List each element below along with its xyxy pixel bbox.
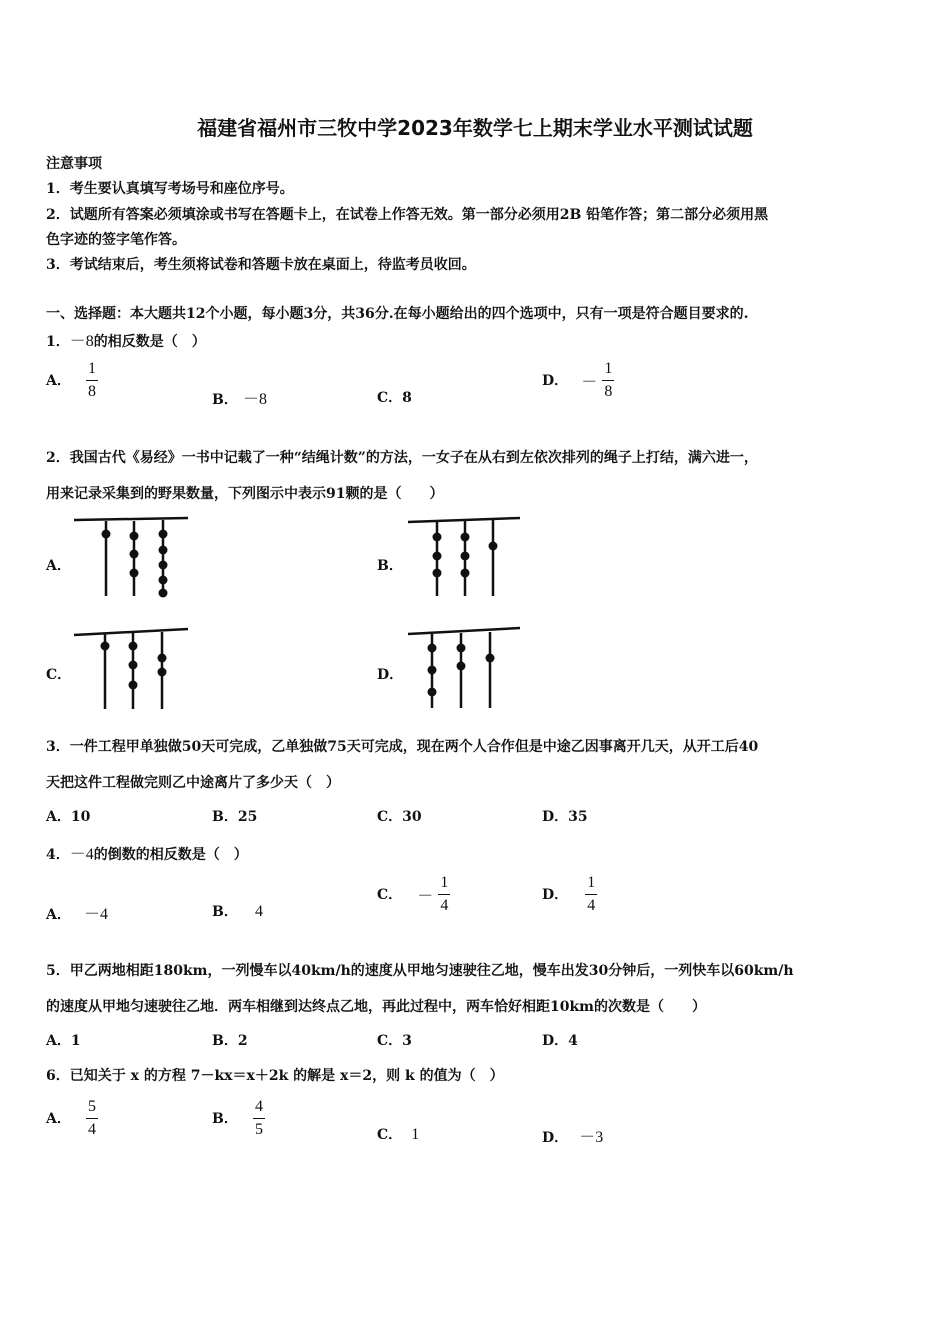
- q6-a-label: A．: [46, 1111, 71, 1127]
- q5-line-1: 5．甲乙两地相距180km，一列慢车以40km/h的速度从甲地匀速驶往乙地，慢车出发30分钟后，一列快车以60km/h: [46, 963, 794, 979]
- q2-d-label[interactable]: D．: [377, 667, 404, 683]
- q3-line-1: 3．一件工程甲单独做50天可完成，乙单独做75天可完成，现在两个人合作但是中途乙因事离开几天，从开工后40: [46, 739, 759, 755]
- q3-option-d[interactable]: D．35: [542, 809, 588, 825]
- q6-d-value: －3: [579, 1129, 604, 1146]
- notice-heading: 注意事项: [46, 156, 102, 172]
- q2-c-label[interactable]: C．: [46, 667, 72, 683]
- q1-a-label: A．: [46, 373, 71, 389]
- q3-option-c[interactable]: C．30: [377, 809, 422, 825]
- q1-option-c[interactable]: [377, 387, 412, 407]
- q4-option-a[interactable]: [46, 901, 108, 924]
- q4-b-value: 4: [254, 903, 263, 920]
- q1-a-fraction: $\frac{1}{8}$: [87, 360, 96, 400]
- q6-option-a[interactable]: [46, 1099, 98, 1138]
- q4-c-sign: －: [417, 888, 434, 905]
- q4-b-label: B．: [212, 904, 238, 920]
- q1-d-sign: －: [581, 374, 598, 391]
- q5-option-b[interactable]: B．2: [212, 1033, 248, 1049]
- q1-d-fraction: $\frac{1}{8}$: [604, 360, 613, 400]
- q6-a-fraction: $\frac{5}{4}$: [87, 1098, 96, 1138]
- notice-item-2: 2．试题所有答案必须填涂或书写在答题卡上，在试卷上作答无效。第一部分必须用2B 铅笔作答；第二部分必须用黑: [46, 207, 769, 223]
- q1-option-d[interactable]: [542, 361, 614, 400]
- q3-option-a[interactable]: A．10: [46, 809, 91, 825]
- q4-option-b[interactable]: [212, 901, 263, 921]
- q4-math: －4: [69, 846, 94, 863]
- q6-b-label: B．: [212, 1111, 238, 1127]
- q2-option-a-figure[interactable]: [70, 512, 195, 602]
- q4-c-fraction: $\frac{1}{4}$: [440, 874, 449, 914]
- q4-stem: 的倒数的相反数是（ ）: [93, 847, 248, 863]
- q2-option-b-figure[interactable]: [404, 512, 529, 602]
- q1-b-value: －8: [242, 391, 267, 408]
- q4-prefix: 4．: [46, 847, 70, 863]
- q6-option-d[interactable]: [542, 1124, 603, 1147]
- q1-c-value: 8: [402, 390, 412, 406]
- q1-b-label: B．: [212, 392, 238, 408]
- q6-c-value: 1: [411, 1126, 420, 1143]
- q6-c-label: C．: [377, 1127, 403, 1143]
- q4-d-label: D．: [542, 887, 569, 903]
- q4-a-label: A．: [46, 907, 71, 923]
- q2-b-label[interactable]: B．: [377, 558, 403, 574]
- q4-c-label: C．: [377, 887, 403, 903]
- q6-d-label: D．: [542, 1130, 569, 1146]
- q2-option-c-figure[interactable]: [70, 624, 195, 714]
- q4-d-fraction: $\frac{1}{4}$: [587, 874, 596, 914]
- q5-option-c[interactable]: C．3: [377, 1033, 412, 1049]
- q2-line-1: 2．我国古代《易经》一书中记载了一种“结绳计数”的方法，一女子在从右到左依次排列的绳子上打结，满六进一，: [46, 450, 758, 466]
- notice-item-1: 1．考生要认真填写考场号和座位序号。: [46, 181, 294, 197]
- q6-stem: 6．已知关于 x 的方程 7－kx＝x＋2k 的解是 x＝2，则 k 的值为（ ）: [46, 1068, 504, 1084]
- q5-option-a[interactable]: A．1: [46, 1033, 81, 1049]
- q2-a-label[interactable]: A．: [46, 558, 71, 574]
- question-4: [46, 841, 248, 864]
- q1-c-label: C．: [377, 390, 403, 406]
- q5-line-2: 的速度从甲地匀速驶往乙地．两车相继到达终点乙地，再此过程中，两车恰好相距10km的次数是（ ）: [46, 999, 706, 1015]
- page-title: 福建省福州市三牧中学2023年数学七上期末学业水平测试试题: [197, 116, 753, 140]
- q1-option-a[interactable]: [46, 361, 98, 400]
- q5-option-d[interactable]: D．4: [542, 1033, 578, 1049]
- q4-option-d[interactable]: [542, 875, 597, 914]
- notice-item-3: 3．考试结束后，考生须将试卷和答题卡放在桌面上，待监考员收回。: [46, 257, 476, 273]
- q1-d-label: D．: [542, 373, 569, 389]
- q6-option-c[interactable]: [377, 1124, 419, 1144]
- q6-b-fraction: $\frac{4}{5}$: [254, 1098, 263, 1138]
- q3-line-2: 天把这件工程做完则乙中途离片了多少天（ ）: [46, 775, 340, 791]
- section-heading: 一、选择题：本大题共12个小题，每小题3分，共36分.在每小题给出的四个选项中，只有一项是符合题目要求的.: [46, 306, 749, 322]
- notice-item-2-cont: 色字迹的签字笔作答。: [46, 232, 186, 248]
- q1-stem: 的相反数是（ ）: [93, 334, 206, 350]
- q2-option-d-figure[interactable]: [404, 624, 529, 714]
- q2-line-2: 用来记录采集到的野果数量，下列图示中表示91颗的是（ ）: [46, 486, 444, 502]
- q1-option-b[interactable]: [212, 386, 267, 409]
- q3-option-b[interactable]: B．25: [212, 809, 258, 825]
- q4-option-c[interactable]: [377, 875, 450, 914]
- q1-math: －8: [69, 333, 94, 350]
- q4-a-value: －4: [83, 906, 108, 923]
- q6-option-b[interactable]: [212, 1099, 265, 1138]
- q1-prefix: 1．: [46, 334, 70, 350]
- question-1: [46, 328, 206, 351]
